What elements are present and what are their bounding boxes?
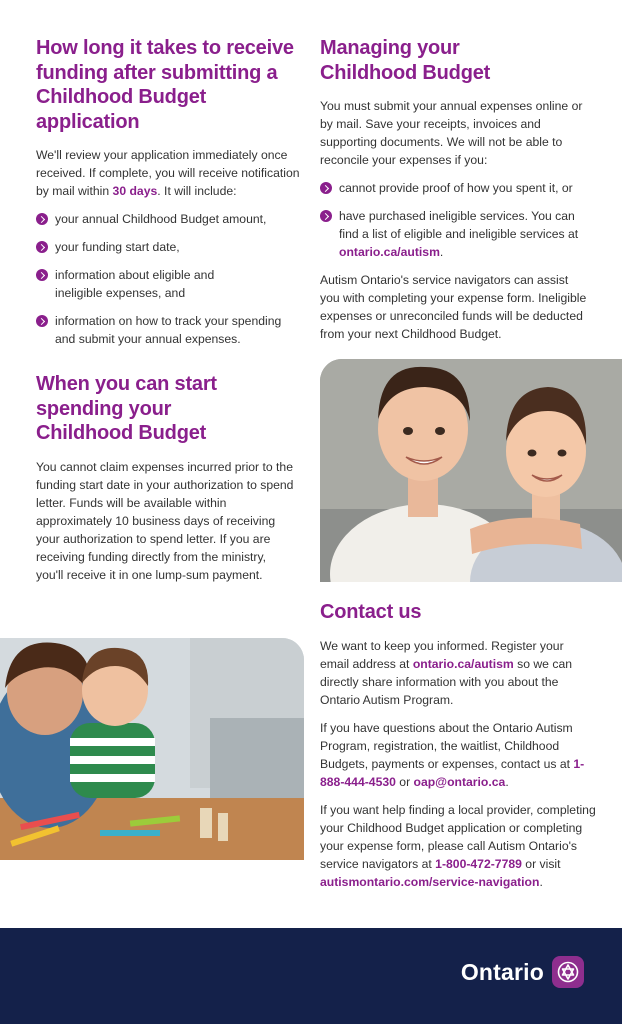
funding-heading: How long it takes to receive funding after submitting a Childhood Budget application: [36, 37, 294, 133]
managing-intro: You must submit your annual expenses online or by mail. Save your receipts, invoices and supporting documents. We will not be able to reconcile your expenses if you:: [320, 99, 583, 167]
list-item: information on how to track your spending and submit your annual expenses.: [36, 312, 304, 348]
arrow-circle-icon: [36, 241, 48, 253]
email-link[interactable]: oap@ontario.ca: [413, 774, 506, 789]
funding-section: [36, 36, 304, 358]
managing-closing: Autism Ontario's service navigators can assist you with completing your expense form. Ineligible expenses or unreconciled funds will be deducted from your next Childhood Budget.: [320, 273, 587, 341]
list-item: have purchased ineligible services. You can find a list of eligible and ineligible services at ontario.ca/autism.: [320, 207, 590, 261]
ontario-logo: [461, 956, 584, 988]
spending-heading: When you can start spending your Childhood Budget: [36, 373, 217, 444]
managing-section: [320, 36, 590, 343]
service-navigation-link[interactable]: autismontario.com/service-navigation: [320, 874, 540, 889]
trillium-symbol: [557, 961, 579, 983]
managing-list: [320, 179, 590, 261]
contact-p2: If you have questions about the Ontario Autism Program, registration, the waitlist, Childhood Budgets, payments or expenses, contact us at 1-888-444-4530 or oap@ontario.ca.: [320, 720, 585, 789]
arrow-circle-icon: [36, 269, 48, 281]
arrow-circle-icon: [36, 315, 48, 327]
contact-section: [320, 600, 596, 891]
arrow-circle-icon: [320, 210, 332, 222]
boys-photo: [320, 359, 622, 582]
footer: [0, 928, 622, 1024]
list-item: cannot provide proof of how you spent it, or: [320, 179, 590, 197]
list-item: information about eligible and ineligible expenses, and: [36, 266, 304, 302]
arrow-circle-icon: [36, 213, 48, 225]
contact-heading: Contact us: [320, 601, 422, 623]
arrow-circle-icon: [320, 182, 332, 194]
autism-link[interactable]: ontario.ca/autism: [339, 245, 440, 259]
contact-p3: If you want help finding a local provider, completing your Childhood Budget application or completing your expense form, please call Autism Ontario's service navigators at 1-800-472-7789 or visit autismontario.com/service-navigation.: [320, 802, 596, 889]
phone-link-autism-ontario[interactable]: 1-800-472-7789: [435, 856, 522, 871]
funding-intro: We'll review your application immediately once received. If complete, you will receive notification by mail within 30 days. It will include:: [36, 148, 300, 198]
ontario-wordmark: Ontario: [460, 958, 544, 985]
phone-link-oap[interactable]: 1-888-444-4530: [320, 756, 585, 789]
list-item: your funding start date,: [36, 238, 304, 256]
trillium-icon: [552, 956, 584, 988]
spending-section: [36, 372, 296, 584]
boys-illustration: [320, 359, 622, 582]
autism-link[interactable]: ontario.ca/autism: [412, 656, 514, 671]
contact-p1: We want to keep you informed. Register your email address at ontario.ca/autism so we can directly share information with you about the Ontario Autism Program.: [320, 638, 572, 707]
thirty-days-highlight: 30 days: [112, 184, 158, 198]
table-photo: [0, 638, 304, 860]
funding-list: [36, 210, 304, 348]
list-item: your annual Childhood Budget amount,: [36, 210, 304, 228]
spending-body: You cannot claim expenses incurred prior to the funding start date in your authorization to spend letter. Funds will be available within approximately 10 business days of receiving your authorization to spend letter. If you are receiving funding directly from the ministry, you'll receive it in one lump-sum payment.: [36, 459, 294, 582]
managing-heading: Managing your Childhood Budget: [320, 37, 491, 84]
table-illustration: [0, 638, 304, 860]
